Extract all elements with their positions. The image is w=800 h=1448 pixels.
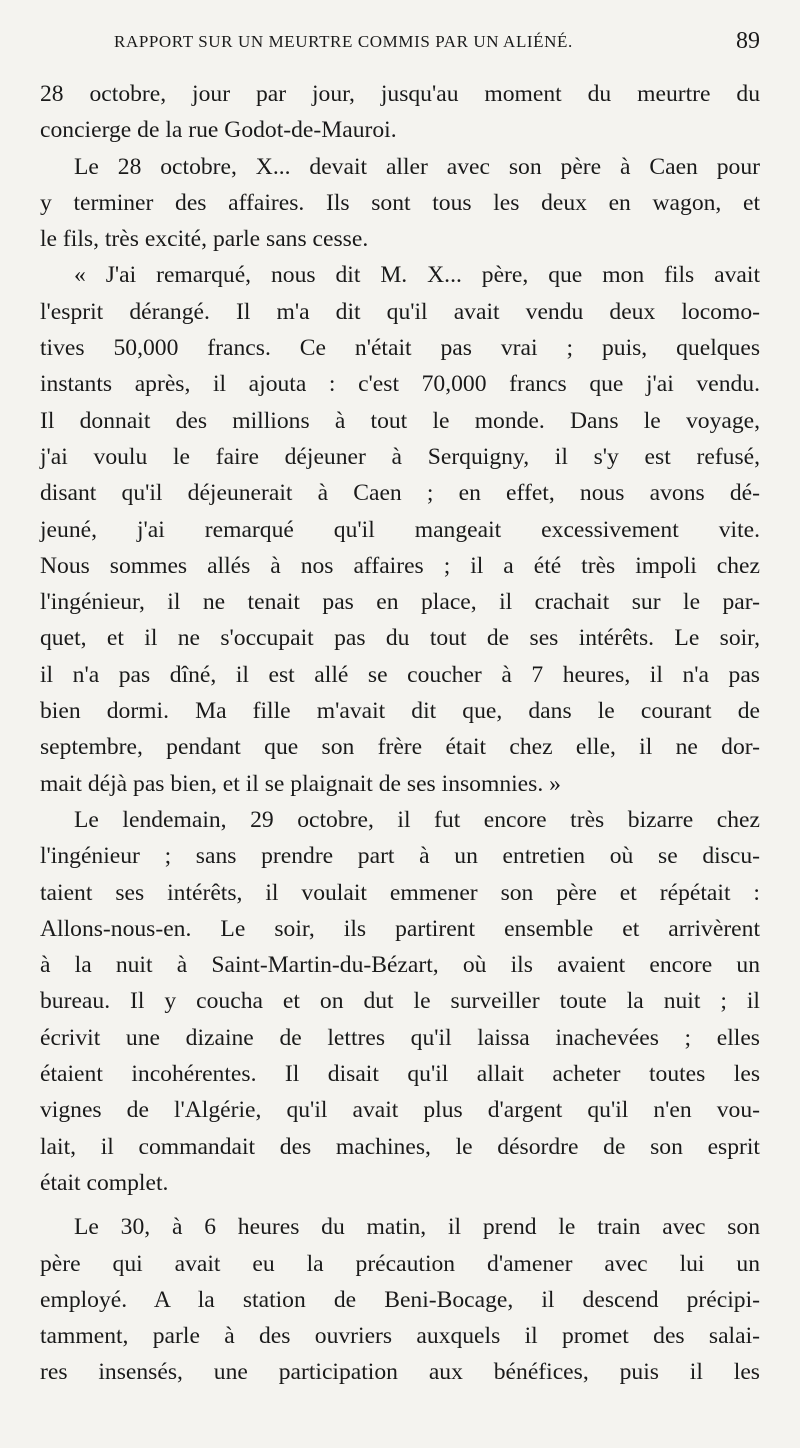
text-line: j'ai voulu le faire déjeuner à Serquigny, il s'y est refusé, — [40, 443, 760, 470]
text-line: quet, et il ne s'occupait pas du tout de ses intérêts. Le soir, — [40, 625, 760, 652]
text-line: 28 octobre, jour par jour, jusqu'au moment du meurtre du — [40, 81, 760, 107]
text-line: bien dormi. Ma fille m'avait dit que, dans le courant de — [40, 698, 760, 725]
paragraph-gap — [40, 1201, 760, 1209]
page-header — [40, 28, 760, 62]
text-line: tives 50,000 francs. Ce n'était pas vrai ; puis, quelques — [40, 335, 760, 362]
text-line: bureau. Il y coucha et on dut le surveiller toute la nuit ; il — [40, 988, 760, 1015]
text-line: étaient incohérentes. Il disait qu'il allait acheter toutes les — [40, 1061, 760, 1088]
text-line: vignes de l'Algérie, qu'il avait plus d'argent qu'il n'en vou- — [40, 1097, 760, 1124]
running-head: RAPPORT SUR UN MEURTRE COMMIS PAR UN ALIÉNÉ. — [114, 32, 573, 51]
body-text — [40, 76, 760, 1391]
text-line: res insensés, une participation aux bénéfices, puis il les — [40, 1359, 760, 1386]
text-line: instants après, il ajouta : c'est 70,000 francs que j'ai vendu. — [40, 371, 760, 398]
text-line: écrivit une dizaine de lettres qu'il laissa inachevées ; elles — [40, 1024, 760, 1051]
text-line: employé. A la station de Beni-Bocage, il descend précipi- — [40, 1286, 760, 1313]
text-line: Nous sommes allés à nos affaires ; il a été très impoli chez — [40, 552, 760, 579]
text-line: père qui avait eu la précaution d'amener avec lui un — [40, 1250, 760, 1277]
text-line: le fils, très excité, parle sans cesse. — [40, 226, 369, 253]
text-line: septembre, pendant que son frère était chez elle, il ne dor- — [40, 734, 760, 761]
page-number: 89 — [736, 28, 760, 54]
text-line: y terminer des affaires. Ils sont tous les deux en wagon, et — [40, 189, 760, 216]
text-line: concierge de la rue Godot-de-Mauroi. — [40, 117, 397, 144]
text-line: Il donnait des millions à tout le monde. Dans le voyage, — [40, 407, 760, 434]
text-line: était complet. — [40, 1169, 169, 1196]
text-line: taient ses intérêts, il voulait emmener son père et répétait : — [40, 879, 760, 906]
text-line: à la nuit à Saint-Martin-du-Bézart, où ils avaient encore un — [40, 952, 760, 979]
text-line: Le 28 octobre, X... devait aller avec son père à Caen pour — [74, 153, 760, 180]
text-line: il n'a pas dîné, il est allé se coucher à 7 heures, il n'a pas — [40, 661, 760, 688]
text-line: Le lendemain, 29 octobre, il fut encore très bizarre chez — [74, 806, 760, 833]
text-line: Le 30, à 6 heures du matin, il prend le train avec son — [74, 1214, 760, 1241]
text-line: jeuné, j'ai remarqué qu'il mangeait excessivement vite. — [40, 516, 760, 543]
text-line: Allons-nous-en. Le soir, ils partirent ensemble et arrivèrent — [40, 915, 760, 942]
text-line: l'esprit dérangé. Il m'a dit qu'il avait vendu deux locomo- — [40, 298, 760, 325]
text-line: mait déjà pas bien, et il se plaignait de ses insomnies. » — [40, 770, 561, 797]
text-line: tamment, parle à des ouvriers auxquels il promet des salai- — [40, 1323, 760, 1350]
text-line: lait, il commandait des machines, le désordre de son esprit — [40, 1133, 760, 1160]
text-line: « J'ai remarqué, nous dit M. X... père, que mon fils avait — [74, 262, 760, 289]
text-line: disant qu'il déjeunerait à Caen ; en effet, nous avons dé- — [40, 480, 760, 507]
text-line: l'ingénieur ; sans prendre part à un entretien où se discu- — [40, 843, 760, 870]
text-line: l'ingénieur, il ne tenait pas en place, il crachait sur le par- — [40, 589, 760, 616]
